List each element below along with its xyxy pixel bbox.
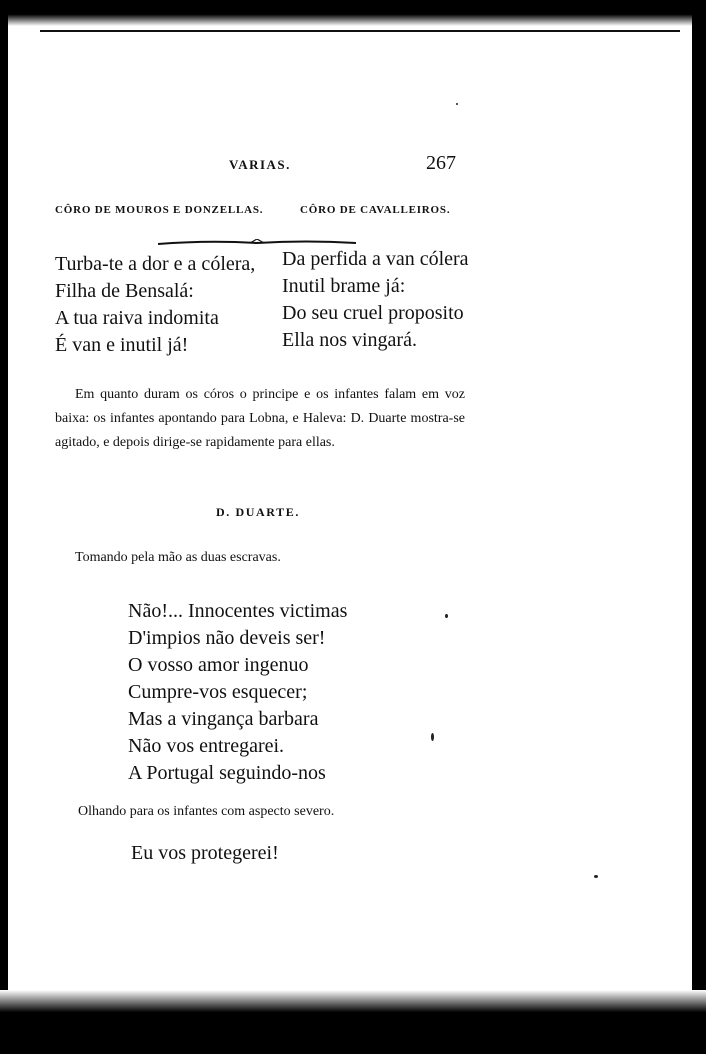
verse-line: Não vos entregarei. [128,735,285,757]
speech-verse [128,598,347,787]
direction-text: Olhando para os infantes com aspecto severo. [78,804,335,819]
verse-line: Inutil brame já: [282,275,406,297]
verse-line: A Portugal seguindo-nos [128,762,326,784]
chorus-right-verse [282,246,469,354]
stage-direction [55,383,465,455]
scan-top-edge [0,0,706,26]
page-number: 267 [426,152,456,174]
chorus-left-heading: CÔRO DE MOUROS E DONZELLAS. [55,204,264,216]
scan-speck [456,103,458,105]
verse-line: Filha de Bensalá: [55,280,194,302]
scan-speck [431,733,434,741]
verse-line: Não!... Innocentes victimas [128,600,348,622]
verse-line: Turba-te a dor e a cólera, [55,253,256,275]
chorus-right-heading: CÔRO DE CAVALLEIROS. [300,204,451,216]
scan-left-edge [0,0,8,1054]
closing-verse-line: Eu vos protegerei! [131,842,279,864]
scan-top-rule [40,30,680,32]
verse-line: D'impios não deveis ser! [128,627,326,649]
speaker-name: D. DUARTE. [216,505,300,519]
verse-line: Do seu cruel proposito [282,302,464,324]
scan-bottom-edge [0,990,706,1054]
verse-line: Mas a vingança barbara [128,708,319,730]
verse-line: Da perfida a van cólera [282,248,469,270]
scan-speck [594,875,598,878]
verse-line: A tua raiva indomita [55,307,219,329]
verse-line: Cumpre-vos esquecer; [128,681,308,703]
verse-line: Ella nos vingará. [282,329,417,351]
direction-text: Tomando pela mão as duas escravas. [75,550,281,565]
verse-line: É van e inutil já! [55,334,189,356]
stage-direction-text: Em quanto duram os córos o principe e os infantes falam em voz baixa: os infantes apontando para Lobna, e Haleva: D. Duarte mostra-se agitado, e depois dirige-se rapidamente para ellas. [55,387,465,450]
verse-line: O vosso amor ingenuo [128,654,309,676]
scan-right-edge [692,0,706,1054]
running-head: VARIAS. [229,157,291,172]
scan-speck [445,614,448,618]
chorus-left-verse [55,251,255,359]
